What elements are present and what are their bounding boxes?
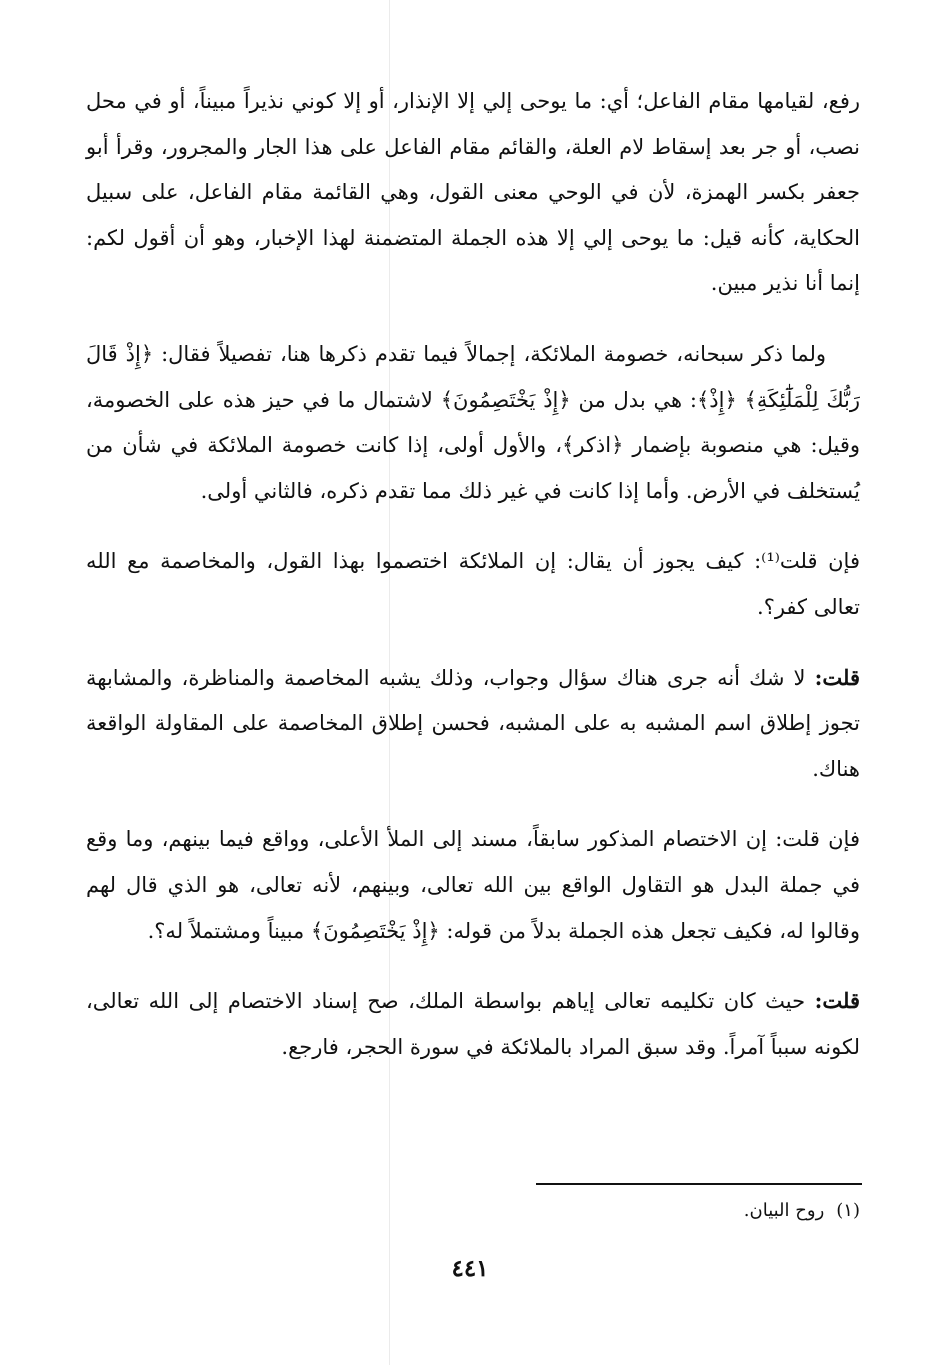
footnote-text: روح البيان. xyxy=(743,1200,825,1221)
paragraph-1 xyxy=(86,78,860,307)
paragraph-3 xyxy=(86,538,860,630)
paragraph-1-text: رفع، لقيامها مقام الفاعل؛ أي: ما يوحى إلي إلا الإنذار، أو إلا كوني نذيراً مبيناً، أو في محل نصب، أو جر بعد إسقاط لام العلة، والقائم مقام الفاعل على هذا الجار والمجرور، وقرأ أبو جعفر بكسر الهمزة، لأن في الوحي معنى القول، وهي القائمة مقام الفاعل، على سبيل الحكاية، كأنه قيل: ما يوحى إلي إلا هذه الجملة المتضمنة لهذا الإخبار، وهو أن أقول لكم: إنما أنا نذير مبين. xyxy=(86,89,860,296)
page-number: ٤٤١ xyxy=(451,1255,489,1282)
paragraph-6-lead: قلت: xyxy=(814,988,860,1014)
paragraph-6 xyxy=(86,978,860,1070)
paragraph-3-text: فإن قلت⁽¹⁾: كيف يجوز أن يقال: إن الملائكة اختصموا بهذا القول، والمخاصمة مع الله تعالى كفر؟. xyxy=(86,549,860,619)
paragraph-6-text: حيث كان تكليمه تعالى إياهم بواسطة الملك، صح إسناد الاختصام إلى الله تعالى، لكونه سبباً آمراً. وقد سبق المراد بالملائكة في سورة الحجر، فارجع. xyxy=(86,989,860,1059)
paragraph-2 xyxy=(86,331,860,514)
footnote-number: (١) xyxy=(836,1200,860,1221)
footnote xyxy=(520,1196,860,1226)
paragraph-2-text: ولما ذكر سبحانه، خصومة الملائكة، إجمالاً فيما تقدم ذكرها هنا، تفصيلاً فقال: ﴿إِذْ قَالَ رَبُّكَ لِلْمَلَٰٓئِكَةِ﴾ ﴿إِذْ﴾: هي بدل من ﴿إِذْ يَخْتَصِمُونَ﴾ لاشتمال ما في حيز هذه على الخصومة، وقيل: هي منصوبة بإضمار ﴿اذكر﴾، والأول أولى، إذا كانت خصومة الملائكة في شأن من يُستخلف في الأرض. وأما إذا كانت في غير ذلك مما تقدم ذكره، فالثاني أولى. xyxy=(86,341,860,503)
paragraph-4-lead: قلت: xyxy=(814,664,860,690)
main-text-block xyxy=(86,78,860,1094)
paragraph-4-text: لا شك أنه جرى هناك سؤال وجواب، وذلك يشبه المخاصمة والمناظرة، والمشابهة تجوز إطلاق اسم المشبه به على المشبه، فحسن إطلاق المخاصمة على المقاولة الواقعة هناك. xyxy=(86,665,860,781)
footnote-separator xyxy=(536,1183,862,1185)
paragraph-5-text: فإن قلت: إن الاختصام المذكور سابقاً، مسند إلى الملأ الأعلى، وواقع فيما بينهم، وما وقع في جملة البدل هو التقاول الواقع بين الله تعالى، وبينهم، لأنه تعالى، هو الذي قال لهم وقالوا له، فكيف تجعل هذه الجملة بدلاً من قوله: ﴿إِذْ يَخْتَصِمُونَ﴾ مبيناً ومشتملاً له؟. xyxy=(86,827,860,943)
paragraph-4 xyxy=(86,655,860,793)
paragraph-5 xyxy=(86,816,860,954)
